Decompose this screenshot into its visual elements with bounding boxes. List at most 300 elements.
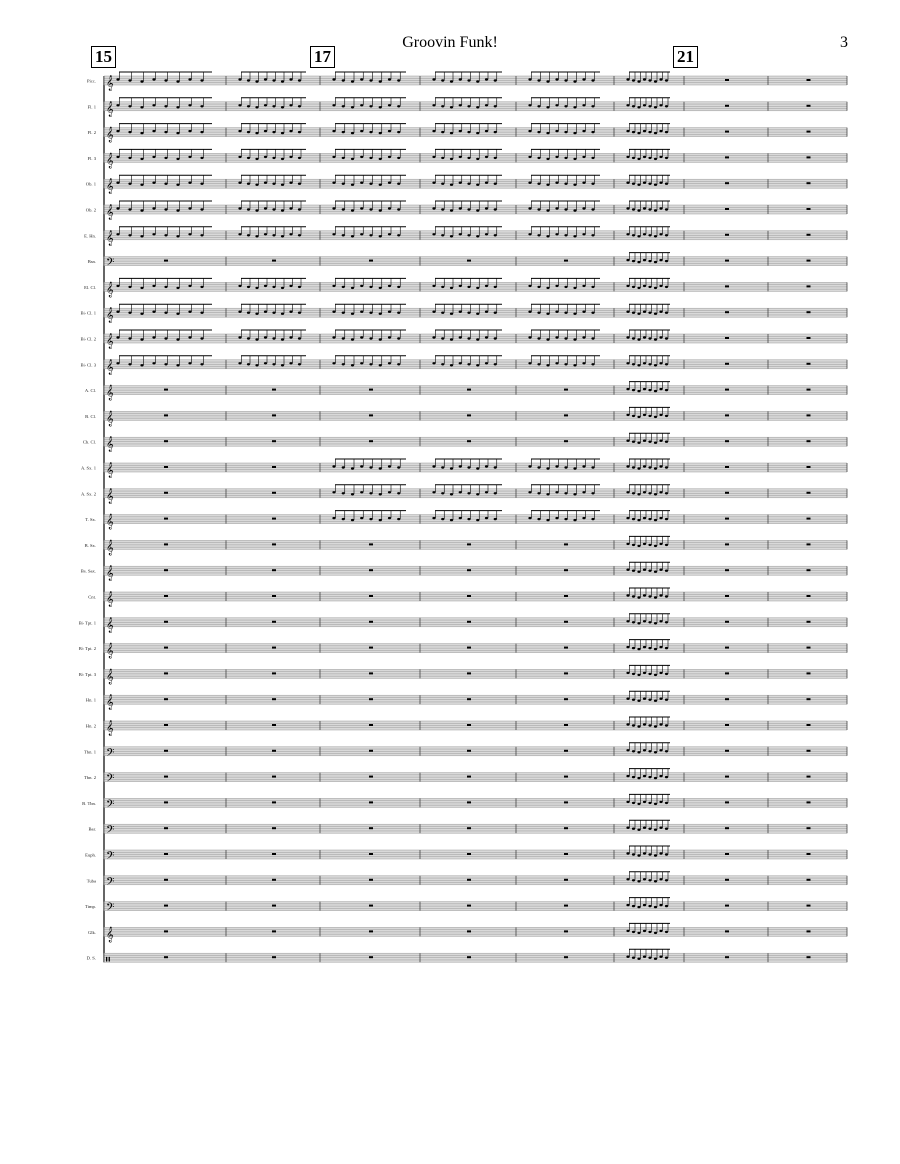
note-head (298, 183, 301, 185)
note-head (332, 78, 335, 80)
note-head (665, 260, 668, 262)
note-head (388, 285, 391, 287)
note-head (643, 723, 646, 725)
note-head (432, 362, 435, 364)
note-head (665, 879, 668, 881)
note-head (573, 493, 576, 495)
note-head (643, 182, 646, 184)
note-head (379, 493, 382, 495)
rest-mark (467, 724, 471, 726)
rest-mark (807, 440, 811, 442)
note-head (555, 182, 558, 184)
clef-icon: 𝄞 (106, 463, 114, 478)
note-head (648, 518, 651, 520)
note-head (332, 104, 335, 106)
rest-mark (164, 466, 168, 468)
note-head (188, 182, 191, 184)
note-head (632, 931, 635, 933)
note-head (140, 209, 143, 211)
note-head (555, 78, 558, 80)
note-head (659, 78, 662, 80)
note-head (626, 336, 629, 338)
note-head (476, 184, 479, 186)
rest-mark (725, 672, 729, 674)
rest-mark (467, 595, 471, 597)
note-head (626, 878, 629, 880)
note-head (643, 594, 646, 596)
note-head (476, 106, 479, 108)
note-head (648, 208, 651, 210)
note-head (546, 364, 549, 366)
note-head (432, 285, 435, 287)
note-head (654, 106, 657, 108)
note-head (467, 234, 470, 236)
rest-mark (807, 827, 811, 829)
rest-mark (369, 956, 373, 958)
note-head (626, 104, 629, 106)
note-head (648, 79, 651, 81)
note-head (247, 234, 250, 236)
note-head (626, 414, 629, 416)
note-head (654, 338, 657, 340)
note-head (528, 336, 531, 338)
note-head (665, 79, 668, 81)
note-head (582, 336, 585, 338)
note-head (388, 130, 391, 132)
rest-mark (272, 724, 276, 726)
note-head (298, 234, 301, 236)
note-head (188, 207, 191, 209)
note-head (272, 286, 275, 288)
note-head (555, 104, 558, 106)
note-head (247, 131, 250, 133)
rest-mark (564, 827, 568, 829)
note-head (476, 364, 479, 366)
rest-mark (725, 698, 729, 700)
rest-mark (725, 569, 729, 571)
rest-mark (272, 414, 276, 416)
note-head (281, 287, 284, 289)
note-head (632, 802, 635, 804)
rest-mark (272, 776, 276, 778)
note-head (397, 157, 400, 159)
note-head (485, 362, 488, 364)
note-head (564, 234, 567, 236)
note-head (626, 285, 629, 287)
note-head (573, 235, 576, 237)
note-head (632, 699, 635, 701)
note-head (528, 465, 531, 467)
rest-mark (725, 543, 729, 545)
note-head (176, 235, 179, 237)
note-head (264, 311, 267, 313)
note-head (164, 208, 167, 210)
note-head (528, 285, 531, 287)
note-head (654, 493, 657, 495)
note-head (632, 544, 635, 546)
note-head (281, 132, 284, 134)
note-head (626, 311, 629, 313)
clef-icon: 𝄢 (106, 850, 115, 865)
note-head (632, 363, 635, 365)
note-head (648, 389, 651, 391)
note-head (648, 802, 651, 804)
note-head (659, 698, 662, 700)
note-head (140, 132, 143, 134)
rest-mark (564, 543, 568, 545)
rest-mark (725, 956, 729, 958)
note-head (665, 724, 668, 726)
note-head (637, 958, 640, 960)
rest-mark (272, 621, 276, 623)
note-head (360, 130, 363, 132)
note-head (654, 158, 657, 160)
rest-mark (725, 801, 729, 803)
note-head (659, 336, 662, 338)
note-head (648, 131, 651, 133)
note-head (637, 854, 640, 856)
note-head (388, 78, 391, 80)
note-head (379, 338, 382, 340)
note-head (564, 131, 567, 133)
note-head (528, 156, 531, 158)
note-head (659, 388, 662, 390)
note-head (665, 492, 668, 494)
note-head (128, 183, 131, 185)
note-head (637, 235, 640, 237)
note-head (188, 311, 191, 313)
note-head (546, 184, 549, 186)
note-head (188, 336, 191, 338)
note-head (116, 78, 119, 80)
note-head (450, 519, 453, 521)
note-head (659, 440, 662, 442)
note-head (654, 132, 657, 134)
note-head (648, 621, 651, 623)
note-head (369, 234, 372, 236)
note-head (450, 313, 453, 315)
clef-icon: 𝄞 (106, 437, 114, 453)
note-head (665, 570, 668, 572)
note-head (116, 104, 119, 106)
clef-icon: 𝄞 (106, 927, 114, 943)
note-head (654, 751, 657, 753)
note-head (626, 207, 629, 209)
note-head (546, 158, 549, 160)
note-head (351, 467, 354, 469)
note-head (654, 313, 657, 315)
instrument-label: Ob. 1 (85, 181, 96, 187)
rest-mark (725, 389, 729, 391)
note-head (537, 79, 540, 81)
note-head (573, 313, 576, 315)
note-head (238, 233, 241, 235)
note-head (200, 234, 203, 236)
clef-icon: 𝄢 (106, 772, 115, 788)
note-head (591, 157, 594, 159)
note-head (528, 78, 531, 80)
note-head (632, 466, 635, 468)
note-head (388, 465, 391, 467)
note-head (116, 156, 119, 158)
note-head (632, 905, 635, 907)
note-head (665, 337, 668, 339)
note-head (643, 543, 646, 545)
rest-mark (369, 543, 373, 545)
note-head (264, 182, 267, 184)
note-head (637, 493, 640, 495)
note-head (626, 491, 629, 493)
note-head (298, 79, 301, 81)
note-head (659, 904, 662, 906)
note-head (332, 182, 335, 184)
clef-icon: 𝄞 (106, 540, 114, 556)
note-head (332, 207, 335, 209)
note-head (360, 207, 363, 209)
rest-mark (369, 569, 373, 571)
note-head (289, 311, 292, 313)
note-head (360, 233, 363, 235)
instrument-label: Picc. (86, 78, 96, 84)
note-head (281, 209, 284, 211)
rest-mark (807, 750, 811, 752)
note-head (654, 854, 657, 856)
note-head (648, 466, 651, 468)
note-head (164, 337, 167, 339)
note-head (264, 336, 267, 338)
note-head (441, 518, 444, 520)
note-head (432, 311, 435, 313)
rest-mark (369, 672, 373, 674)
note-head (637, 622, 640, 624)
rest-mark (725, 518, 729, 520)
note-head (332, 285, 335, 287)
rest-mark (807, 518, 811, 520)
rest-mark (807, 79, 811, 81)
note-head (247, 183, 250, 185)
note-head (582, 285, 585, 287)
rest-mark (467, 672, 471, 674)
note-head (432, 465, 435, 467)
note-head (632, 286, 635, 288)
note-head (298, 286, 301, 288)
rest-mark (725, 363, 729, 365)
note-head (665, 776, 668, 778)
note-head (643, 78, 646, 80)
note-head (659, 852, 662, 854)
note-head (264, 156, 267, 158)
clef-icon: 𝄢 (106, 901, 115, 917)
note-head (441, 286, 444, 288)
note-head (632, 595, 635, 597)
note-head (441, 312, 444, 314)
note-head (255, 364, 258, 366)
note-head (643, 956, 646, 958)
note-head (432, 336, 435, 338)
note-head (665, 699, 668, 701)
note-head (289, 336, 292, 338)
rest-mark (807, 182, 811, 184)
note-head (643, 104, 646, 106)
instrument-label: A. Cl. (84, 388, 96, 394)
note-head (247, 337, 250, 339)
note-head (351, 209, 354, 211)
instrument-label: B. Tbn. (82, 800, 96, 806)
note-head (450, 158, 453, 160)
note-head (450, 235, 453, 237)
note-head (128, 337, 131, 339)
note-head (140, 287, 143, 289)
note-head (298, 312, 301, 314)
instrument-label: Hn. 1 (85, 697, 96, 703)
rest-mark (564, 595, 568, 597)
note-head (494, 312, 497, 314)
note-head (281, 338, 284, 340)
note-head (632, 389, 635, 391)
note-head (654, 880, 657, 882)
rest-mark (725, 260, 729, 262)
note-head (573, 80, 576, 82)
note-head (388, 104, 391, 106)
note-head (643, 852, 646, 854)
note-head (582, 130, 585, 132)
note-head (591, 312, 594, 314)
note-head (637, 467, 640, 469)
note-head (654, 596, 657, 598)
note-head (432, 104, 435, 106)
rest-mark (564, 647, 568, 649)
note-head (659, 827, 662, 829)
note-head (441, 208, 444, 210)
note-head (648, 776, 651, 778)
note-head (116, 207, 119, 209)
note-head (564, 337, 567, 339)
note-head (255, 287, 258, 289)
note-head (467, 492, 470, 494)
note-head (351, 519, 354, 521)
note-head (555, 233, 558, 235)
rest-mark (807, 363, 811, 365)
note-head (450, 106, 453, 108)
note-head (116, 182, 119, 184)
note-head (200, 312, 203, 314)
note-head (397, 208, 400, 210)
note-head (637, 287, 640, 289)
rest-mark (369, 389, 373, 391)
note-head (450, 338, 453, 340)
note-head (648, 492, 651, 494)
rest-mark (725, 879, 729, 881)
note-head (459, 233, 462, 235)
note-head (632, 337, 635, 339)
instrument-label: Tbn. 2 (84, 775, 96, 781)
note-head (626, 646, 629, 648)
note-head (654, 777, 657, 779)
instrument-label: Cb. Cl. (82, 439, 96, 445)
note-head (626, 749, 629, 751)
note-head (632, 724, 635, 726)
note-head (397, 286, 400, 288)
note-head (494, 79, 497, 81)
note-head (626, 182, 629, 184)
rest-mark (272, 956, 276, 958)
note-head (342, 518, 345, 520)
note-head (643, 362, 646, 364)
note-head (289, 104, 292, 106)
note-head (643, 491, 646, 493)
note-head (637, 390, 640, 392)
note-head (528, 491, 531, 493)
clef-icon: 𝄞 (106, 643, 114, 659)
note-head (255, 158, 258, 160)
note-head (582, 104, 585, 106)
rest-mark (164, 492, 168, 494)
rest-mark (725, 595, 729, 597)
note-head (494, 157, 497, 159)
clef-icon: 𝄞 (106, 695, 114, 711)
note-head (342, 183, 345, 185)
rest-mark (467, 389, 471, 391)
rest-mark (164, 518, 168, 520)
note-head (332, 517, 335, 519)
note-head (582, 491, 585, 493)
note-head (643, 336, 646, 338)
note-head (648, 363, 651, 365)
rest-mark (369, 621, 373, 623)
note-head (450, 467, 453, 469)
note-head (659, 259, 662, 261)
note-head (441, 157, 444, 159)
rest-mark (164, 621, 168, 623)
note-head (369, 157, 372, 159)
note-head (573, 467, 576, 469)
note-head (467, 208, 470, 210)
rest-mark (564, 750, 568, 752)
note-head (648, 544, 651, 546)
clef-icon: 𝄢 (106, 798, 115, 814)
note-head (665, 157, 668, 159)
note-head (637, 700, 640, 702)
rest-mark (272, 853, 276, 855)
note-head (360, 182, 363, 184)
note-head (582, 465, 585, 467)
note-head (637, 132, 640, 134)
note-head (238, 336, 241, 338)
note-head (659, 465, 662, 467)
note-head (643, 801, 646, 803)
note-head (632, 570, 635, 572)
note-head (332, 156, 335, 158)
note-head (264, 362, 267, 364)
note-head (626, 78, 629, 80)
note-head (281, 106, 284, 108)
note-head (441, 131, 444, 133)
note-head (665, 673, 668, 675)
note-head (342, 79, 345, 81)
note-head (537, 363, 540, 365)
note-head (116, 285, 119, 287)
note-head (564, 312, 567, 314)
clef-icon: 𝄞 (106, 127, 114, 143)
note-head (140, 184, 143, 186)
note-head (494, 131, 497, 133)
rest-mark (807, 930, 811, 932)
note-head (379, 184, 382, 186)
note-head (441, 79, 444, 81)
rest-mark (807, 311, 811, 313)
note-head (289, 78, 292, 80)
note-head (485, 491, 488, 493)
